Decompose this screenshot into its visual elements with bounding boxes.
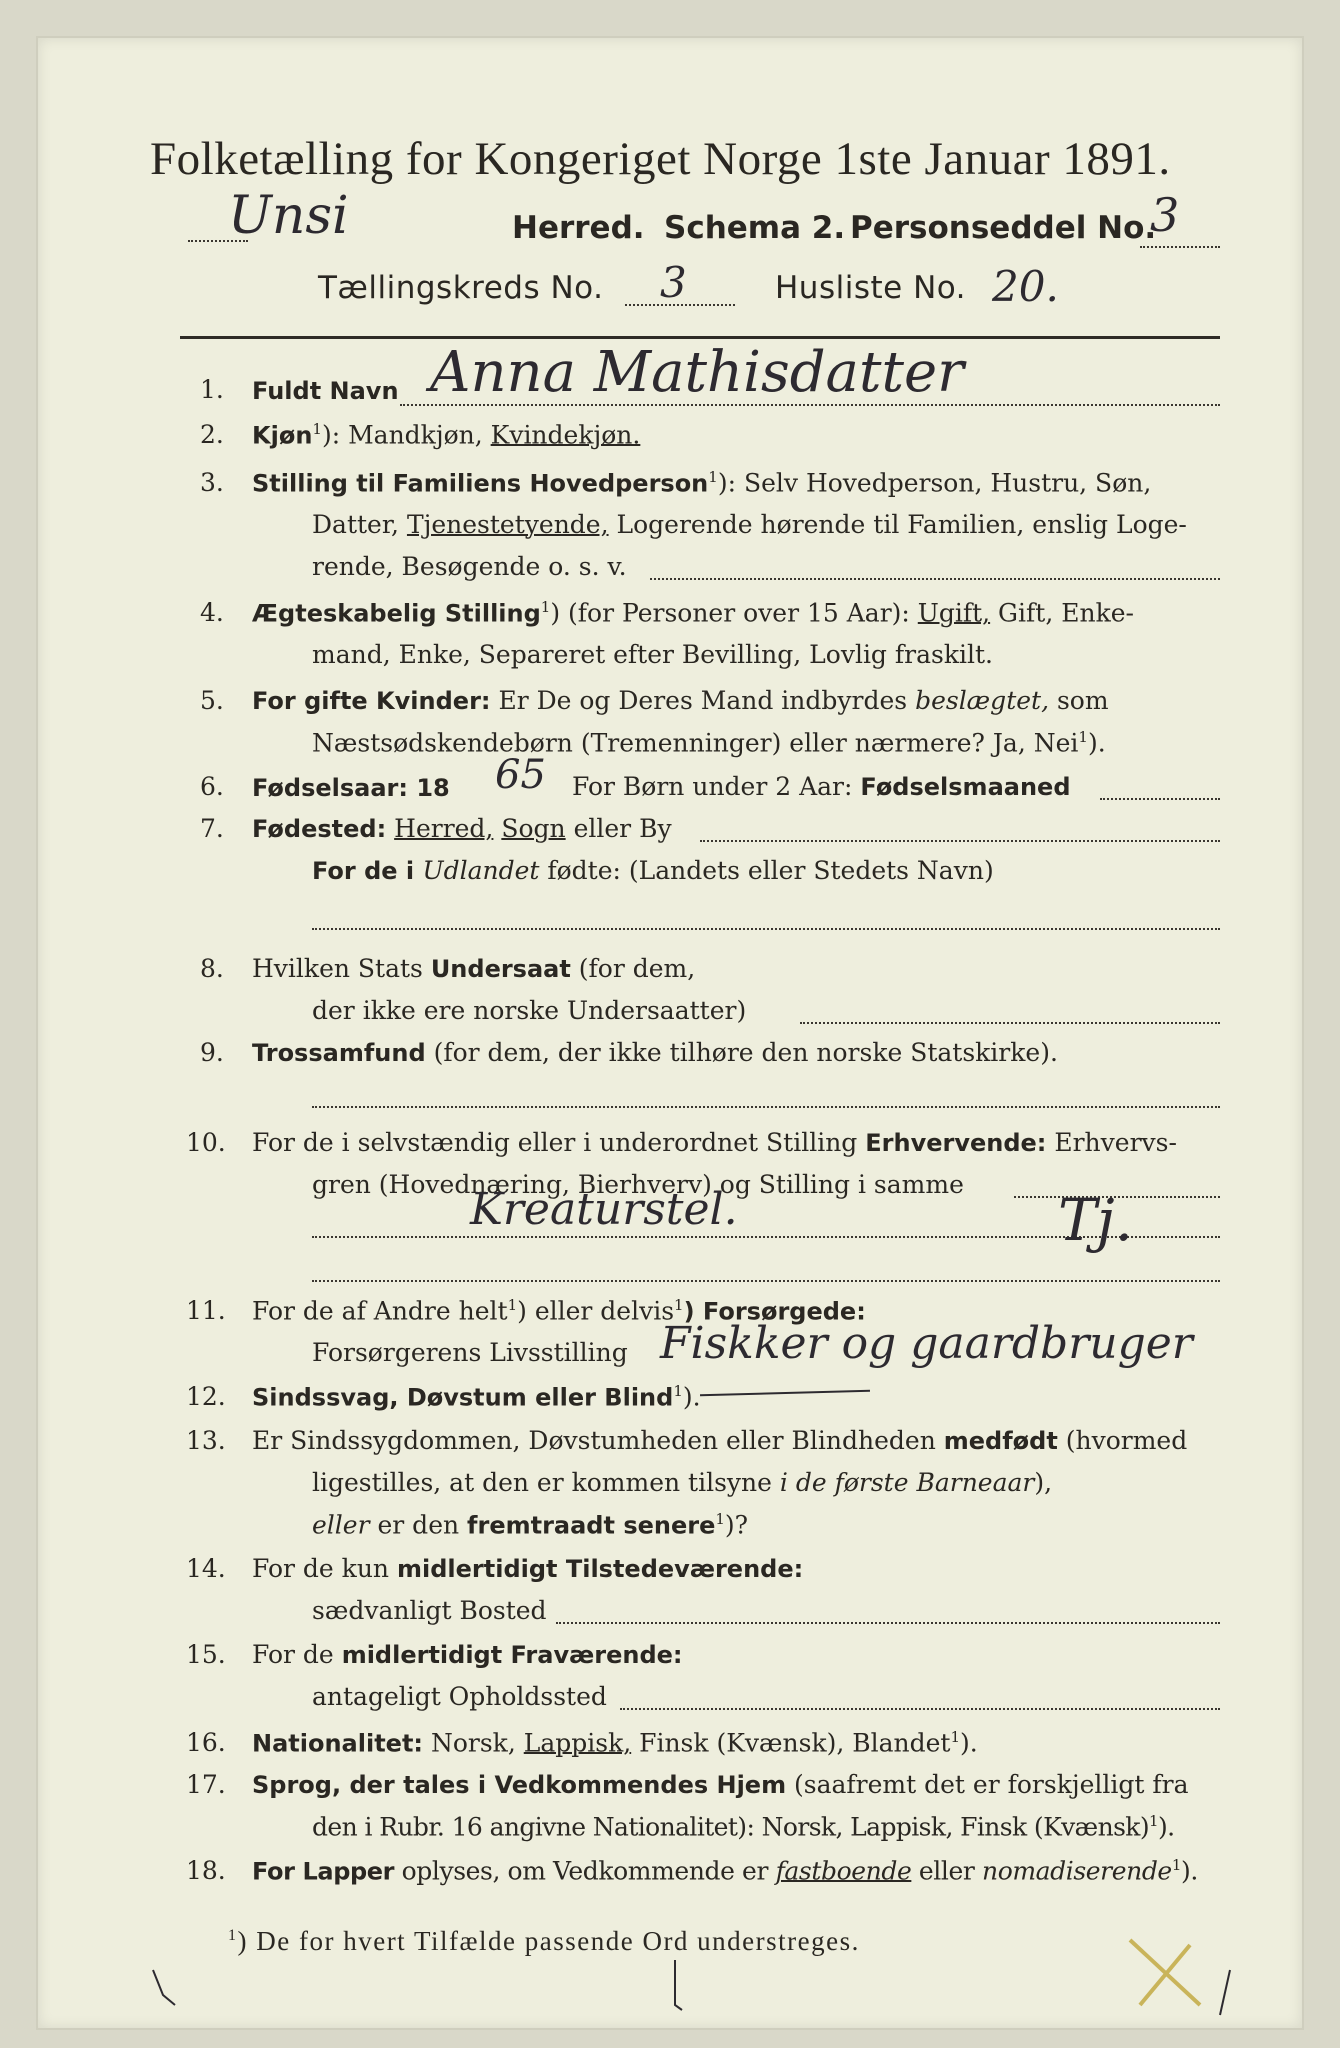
item-15-t1a: For de <box>252 1640 342 1669</box>
item-3-label: Stilling til Familiens Hovedperson <box>252 469 709 498</box>
item-6-handwriting: 65 <box>495 752 546 798</box>
item-14-t1a: For de kun <box>252 1554 397 1583</box>
item-18-t1d: nomadiserende <box>982 1856 1172 1886</box>
item-4-line1 <box>252 598 1134 627</box>
item-18-line1: For Lapper oplyses, om Vedkommende er fastboende eller nomadiserende$^1$). <box>252 1856 1198 1886</box>
item-16-t1c: Finsk (Kvænsk), Blandet <box>631 1728 951 1758</box>
item-16-sup: 1 <box>950 1728 961 1746</box>
item-7-t2b: Udlandet <box>422 856 540 885</box>
item-7-label: Fødested: <box>252 815 387 843</box>
item-11-handwriting: Fiskker og gaardbruger <box>660 1318 1193 1369</box>
item-10-t1a: For de i selvstændig eller i underordnet Stilling <box>252 1128 866 1157</box>
schema-label: Schema 2. <box>664 210 846 246</box>
item-4-label: Ægteskabelig Stilling <box>252 599 541 628</box>
item-6-label: Fødselsaar: 18 <box>252 774 450 802</box>
item-4-sup: 1 <box>540 598 551 616</box>
personseddel-number: 3 <box>1150 188 1180 242</box>
item-5-t1c: som <box>1049 686 1109 715</box>
item-17-t1: (saafremt det er forskjelligt fra <box>786 1770 1189 1799</box>
item-14-line1 <box>252 1554 803 1583</box>
item-15-label: midlertidigt Fraværende: <box>341 1641 683 1669</box>
item-6-text <box>572 772 1071 801</box>
item-8-label: Undersaat <box>430 955 571 983</box>
item-18-sup: 1 <box>1171 1856 1181 1874</box>
item-13-t3c: fremtraadt senere <box>467 1511 716 1540</box>
item-10-label: Erhvervende: <box>865 1129 1047 1157</box>
item-14-dots <box>556 1622 1220 1624</box>
item-18-t1c: eller <box>911 1856 982 1886</box>
item-8-t1a: Hvilken Stats <box>252 954 431 983</box>
personseddel-label: Personseddel No. <box>850 210 1157 246</box>
item-13-t2b: i de første Barneaar <box>779 1468 1035 1497</box>
husliste-label: Husliste No. <box>775 270 967 306</box>
item-15-dots <box>620 1708 1220 1710</box>
header-rule <box>180 336 1220 339</box>
form-title: Folketælling for Kongeriget Norge 1ste Januar 1891. <box>150 133 1171 185</box>
item-13-line2 <box>312 1468 1052 1497</box>
item-18-t1a: oplyses, om Vedkommende er <box>394 1856 776 1886</box>
item-12-t1: ). <box>682 1382 701 1412</box>
item-3-sup: 1 <box>708 468 718 486</box>
item-3-line2 <box>312 510 1187 539</box>
item-7-t1c: eller By <box>565 814 672 843</box>
item-2-number: 2. <box>200 420 224 449</box>
item-7-line1 <box>252 814 672 843</box>
corner-mark <box>145 1965 185 2015</box>
item-17-line2: den i Rubr. 16 angivne Nationalitet): Norsk, Lappisk, Finsk (Kvænsk)$^1$). <box>312 1812 1175 1842</box>
item-1-label: Fuldt Navn <box>252 377 399 405</box>
personseddel-dots <box>1140 246 1220 248</box>
item-6-number: 6. <box>200 772 224 801</box>
item-9-t1: (for dem, der ikke tilhøre den norske Statskirke). <box>425 1038 1058 1067</box>
item-4-line2: mand, Enke, Separeret efter Bevilling, Lovlig fraskilt. <box>312 640 993 669</box>
item-4-number: 4. <box>200 598 224 627</box>
item-10-handwriting-2: Tj. <box>1058 1186 1134 1254</box>
item-14-number: 14. <box>186 1554 226 1583</box>
item-12-number: 12. <box>186 1382 226 1411</box>
item-2-sup: 1 <box>312 420 322 438</box>
item-13-line1 <box>252 1426 1187 1455</box>
item-13-label: medfødt <box>943 1427 1058 1455</box>
item-6-t1: For Børn under 2 Aar: <box>572 772 861 801</box>
item-13-number: 13. <box>186 1426 226 1455</box>
item-5-label: For gifte Kvinder: <box>252 687 491 715</box>
item-16-line1: Nationalitet: Norsk, Lappisk, Finsk (Kvænsk), Blandet$^1$). <box>252 1728 978 1758</box>
item-17-line1 <box>252 1770 1189 1799</box>
item-16-label: Nationalitet: <box>252 1729 424 1758</box>
item-13-t2c: ), <box>1034 1468 1053 1497</box>
item-13-t2a: ligestilles, at den er kommen tilsyne <box>312 1468 780 1497</box>
item-13-t3b: er den <box>369 1510 468 1540</box>
footnote-text: ) De for hvert Tilfælde passende Ord understreges. <box>237 1926 860 1956</box>
item-10-line1 <box>252 1128 1177 1157</box>
item-12-sup: 1 <box>673 1382 683 1400</box>
item-10-number: 10. <box>186 1128 226 1157</box>
item-13-t3d: )? <box>724 1510 749 1540</box>
item-10-t1b: Erhvervs- <box>1046 1128 1177 1157</box>
item-17-sup: 1 <box>1149 1812 1158 1830</box>
item-11-t1a: For de af Andre helt <box>252 1296 508 1326</box>
item-6-dots <box>1100 798 1220 800</box>
item-13-t1a: Er Sindssygdommen, Døvstumheden eller Blindheden <box>252 1426 944 1455</box>
item-11-label: ) Forsørgede: <box>683 1297 866 1326</box>
item-9-dots <box>312 1106 1220 1108</box>
item-18-label: For Lapper <box>252 1857 395 1886</box>
item-1-handwriting: Anna Mathisdatter <box>430 340 964 405</box>
item-5-line2: Næstsødskendebørn (Tremenninger) eller nærmere? Ja, Nei$^1$). <box>312 728 1106 758</box>
item-14-label: midlertidigt Tilstedeværende: <box>396 1555 804 1583</box>
item-8-number: 8. <box>200 954 224 983</box>
item-13-sup: 1 <box>715 1510 725 1528</box>
item-7-dots-2 <box>312 928 1220 930</box>
item-9-label: Trossamfund <box>252 1039 426 1067</box>
item-2-label: Kjøn <box>252 421 313 450</box>
husliste-number: 20. <box>992 262 1059 311</box>
item-2-a: ): Mandkjøn, <box>321 420 491 450</box>
item-17-t2: den i Rubr. 16 angivne Nationalitet): Norsk, Lappisk, Finsk (Kvænsk) <box>312 1812 1150 1842</box>
item-5-t1b: beslægtet, <box>915 686 1050 715</box>
item-3-dots <box>650 578 1220 580</box>
kreds-label: Tællingskreds No. <box>318 270 604 306</box>
item-7-t1b: Sogn <box>501 814 566 843</box>
item-7-t2c: fødte: (Landets eller Stedets Navn) <box>539 856 994 885</box>
item-7-t2a: For de i <box>312 857 423 885</box>
item-2-b: Kvindekjøn. <box>490 420 641 450</box>
footnote <box>228 1926 860 1957</box>
item-13-t3a: eller <box>312 1510 370 1540</box>
item-4-t1a: ) (for Personer over 15 Aar): <box>550 598 918 628</box>
item-3-t1: ): Selv Hovedperson, Hustru, Søn, <box>717 468 1152 498</box>
item-11-t1b: ) eller delvis <box>517 1296 675 1326</box>
item-7-t1a: Herred, <box>394 814 494 843</box>
item-15-line2: antageligt Opholdssted <box>312 1682 607 1711</box>
herred-handwriting: Unsi <box>228 186 349 246</box>
item-7-dots <box>700 840 1220 842</box>
item-16-t1a: Norsk, <box>423 1728 524 1758</box>
item-9-line1 <box>252 1038 1058 1067</box>
footnote-sup: 1 <box>228 1927 238 1944</box>
item-8-line2: der ikke ere norske Undersaatter) <box>312 996 747 1025</box>
item-7-number: 7. <box>200 814 224 843</box>
item-11-sup-2: 1 <box>674 1296 684 1314</box>
kreds-dots <box>625 304 735 306</box>
item-16-number: 16. <box>186 1728 226 1757</box>
item-14-line2: sædvanligt Bosted <box>312 1596 547 1625</box>
item-17-number: 17. <box>186 1770 226 1799</box>
item-1-number: 1. <box>200 375 224 404</box>
item-12-label: Sindssvag, Døvstum eller Blind <box>252 1383 674 1412</box>
item-16-t1b: Lappisk, <box>523 1728 632 1758</box>
item-17-label: Sprog, der tales i Vedkommendes Hjem <box>252 1771 787 1799</box>
item-5-line1 <box>252 686 1109 715</box>
item-8-dots <box>800 1022 1220 1024</box>
item-5-t2: Næstsødskendebørn (Tremenninger) eller nærmere? Ja, Nei <box>312 728 1079 758</box>
item-8-line1 <box>252 954 695 983</box>
item-10-handwriting-1: Kreaturstel. <box>470 1184 738 1235</box>
item-9-number: 9. <box>200 1038 224 1067</box>
item-10-line2: gren (Hovednæring, Bierhverv) og Stilling i samme <box>312 1170 964 1199</box>
item-3-line3: rende, Besøgende o. s. v. <box>312 552 627 581</box>
item-15-number: 15. <box>186 1640 226 1669</box>
item-5-number: 5. <box>200 686 224 715</box>
item-11-sup: 1 <box>507 1296 518 1314</box>
cross-mark <box>1120 1930 1240 2020</box>
item-3-t2a: Datter, <box>312 510 407 539</box>
item-4-t1b: Ugift, <box>917 598 991 628</box>
kreds-number: 3 <box>660 258 687 307</box>
item-15-line1 <box>252 1640 683 1669</box>
item-18-t1b: fastboende <box>775 1856 912 1886</box>
item-18-number: 18. <box>186 1856 226 1885</box>
item-11-number: 11. <box>186 1296 226 1325</box>
item-7-line2 <box>312 856 994 885</box>
item-12-line1 <box>252 1382 701 1411</box>
item-13-line3 <box>312 1510 748 1539</box>
item-10-dots-3 <box>312 1280 1220 1282</box>
item-3-t2b: Tjenestetyende, <box>406 510 609 539</box>
item-6-t2: Fødselsmaaned <box>860 773 1071 801</box>
item-3-line1 <box>252 468 1151 497</box>
item-3-number: 3. <box>200 468 224 497</box>
item-5-t1a: Er De og Deres Mand indbyrdes <box>490 686 916 715</box>
item-2-text <box>252 420 640 449</box>
item-5-sup: 1 <box>1078 728 1088 746</box>
tick-mark <box>660 1955 690 2015</box>
item-4-t1c: Gift, Enke- <box>990 598 1134 628</box>
item-11-line2: Forsørgerens Livsstilling <box>312 1338 628 1367</box>
item-3-t2c: Logerende hørende til Familien, enslig Loge- <box>608 510 1187 539</box>
item-8-t1b: (for dem, <box>570 954 696 983</box>
herred-label: Herred. <box>512 210 645 246</box>
item-13-t1b: (hvormed <box>1057 1426 1188 1455</box>
